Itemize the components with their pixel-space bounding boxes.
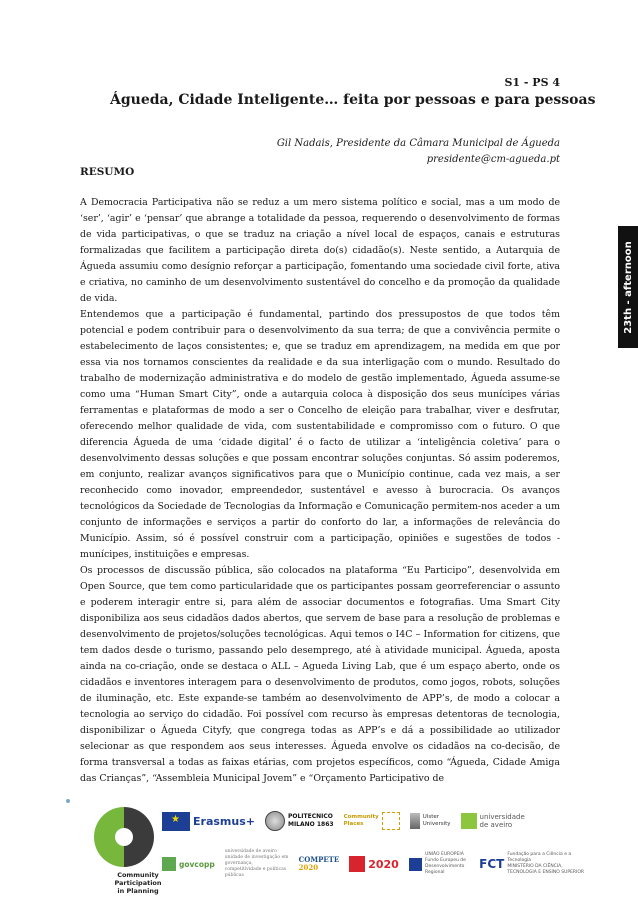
fct-sub-line-2: MINISTÉRIO DA CIÊNCIA, TECNOLOGIA E ENSINO SUPERIOR [507,864,585,875]
ua-logo [461,813,525,829]
compete-name: COMPETE [298,855,340,864]
eu-flag-small-icon [409,858,422,871]
logos-row-top [162,811,525,831]
eu-feder-logo [409,852,469,876]
community-places-icon [382,812,400,830]
eu-flag-icon [162,812,190,831]
ccpp-line-2: Participation [114,879,162,887]
session-side-tab [618,226,638,348]
ulster-line-2: University [422,821,451,827]
portugal2020-year: 2020 [368,857,399,871]
abstract-body [80,195,560,787]
sponsor-footer [70,797,590,897]
ua-unit-line-1: universidade de aveiro [224,849,277,854]
govcopp-mark-icon [162,857,176,871]
section-heading: RESUMO [80,166,135,178]
paragraph: A Democracia Participativa não se reduz a um mero sistema político e social, mas a um modo de ‘ser’, ‘agir’ e ‘pensar’ que abrange a totalidade da pessoa, requerendo o desenvolvimento de formas de vida participativas, o que se traduz na criação a nível local de espaços, canais e estruturas formalizadas que facilitem a participação direta do(s) cidadão(s). Neste sentido, a Autarquia de Águeda assumiu como desígnio reforçar a participação, fomentando uma sociedade civil forte, ativa e criativa, no caminho de um desenvolvimento sustentável do concelho e da promoção da qualidade de vida. [80,197,560,304]
cp-line-2: Places [343,821,364,827]
ua-research-unit [225,849,289,879]
govcopp-logo [162,857,215,871]
ue-line-1: UNIÃO EUROPEIA [425,852,464,857]
portugal2020-mark-icon [349,856,365,872]
fct-label: FCT [479,857,505,871]
polimi-seal-icon [265,811,285,831]
page-title: Águeda, Cidade Inteligente… feita por pessoas e para pessoas [110,92,596,108]
ulster-crest-icon [410,813,420,829]
ccpp-line-3: in Planning [117,887,159,895]
ue-line-3: Desenvolvimento Regional [425,864,465,875]
author-name: Gil Nadais, Presidente da Câmara Municipal de Águeda [276,138,560,149]
ulster-logo [410,813,451,829]
community-participation-logo [86,803,164,897]
compete-logo [299,856,340,872]
erasmus-logo [162,812,255,831]
author-email[interactable]: presidente@cm-agueda.pt [426,154,560,165]
ua-unit-line-3: competitividade e políticas públicas [224,867,287,878]
decorative-dot [66,799,70,803]
ulster-line-1: Ulster [422,814,440,820]
paragraph: Entendemos que a participação é fundamental, partindo dos pressupostos de que todos têm potencial e podem contribuir para o desenvolvimento da sua terra; de que a convivência permite o estabelecimento de laços consistentes; e, que se traduz em aprendizagem, na medida em que por essa via nos tornamos conscientes da realidade e da sua interligação com o mundo. Resultado do trabalho de modernização administrativa e do modelo de gestão implementado, Águeda assume-se como uma “Human Smart City”, onde a autarquia coloca à disposição dos seus munícipes várias ferramentas e plataformas de modo a ser o Concelho de eleição para trabalhar, viver e desfrutar, oferecendo melhor qualidade de vida, com sustentabilidade e compromisso com o futuro. O que diferencia Águeda de uma ‘cidade digital’ é o facto de utilizar a ‘inteligência coletiva’ para o desenvolvimento dessas soluções e que possam encontrar soluções conjuntas. Só assim poderemos, em conjunto, realizar avanços significativos para que o Município continue, cada vez mais, a ser reconhecido como inovador, empreendedor, sustentável e avesso à burocracia. Os avanços tecnológicos da Sociedade de Tecnologias da Informação e Comunicação permitem-nos aceder a um conjunto de informações e serviços a partir do conforto do lar, a informações de relevância do Município. Assim, só é possível construir com a participação, opiniões e sugestões de todos - munícipes, instituições e empresas. [80,309,560,560]
ue-line-2: Fundo Europeu de [425,858,466,863]
cp-line-1: Community [343,814,379,820]
ua-line-1: universidade [479,813,525,821]
polimi-logo [265,811,334,831]
logos-row-bottom [162,849,590,879]
ua-line-2: de aveiro [479,821,513,829]
session-code: S1 - PS 4 [504,76,560,89]
fct-logo [479,852,590,876]
paragraph: Os processos de discussão pública, são colocados na plataforma “Eu Participo”, desenvolvida em Open Source, que tem como particularidade que os participantes possam georreferenciar o assunto e poderem interagir entre si, para além de associar documentos e fotografias. Uma Smart City disponibiliza aos seus cidadãos dados abertos, que servem de base para a resolução de problemas e desenvolvimento de projetos/soluções tecnológicas. Aqui temos o I4C – Information for citizens, que tem dados desde o turismo, passando pelo desemprego, até à atividade municipal. Águeda, aposta ainda na co-criação, onde se destaca o ALL – Agueda Living Lab, que é um espaço aberto, onde os cidadãos e inventores interagem para o desenvolvimento de produtos, como jogos, robots, soluções de iluminação, etc. Este expande-se também ao desenvolvimento de APP’s, de modo a colocar a tecnologia ao serviço do cidadão. Foi possível com recurso às empresas detentoras de tecnologia, disponibilizar o Águeda Cityfy, que congrega todas as APP’s e dá a possibilidade ao utilizador selecionar as que respondem aos seus interesses. Águeda envolve os cidadãos na co-decisão, de forma transversal a todas as faixas etárias, com projetos específicos, como “Águeda, Cidade Amiga das Crianças”, “Assembleia Municipal Jovem” e “Orçamento Participativo de [80,565,560,784]
ccpp-line-1: Community [117,871,159,879]
ua-mark-icon [461,813,477,829]
author-block [200,136,560,168]
compete-year: 2020 [298,863,319,872]
govcopp-label: govcopp [179,859,215,869]
fct-sub-line-1: Fundação para a Ciência e a Tecnologia [507,852,572,863]
community-places-logo [344,812,400,830]
ua-unit-line-2: unidade de investigação em governança, [224,855,289,866]
polimi-sub: MILANO 1863 [287,821,334,828]
polimi-name: POLITECNICO [287,813,333,820]
side-tab-label: 23th - afternoon [622,240,634,334]
erasmus-label: Erasmus+ [193,814,255,828]
portugal2020-logo [349,856,399,872]
